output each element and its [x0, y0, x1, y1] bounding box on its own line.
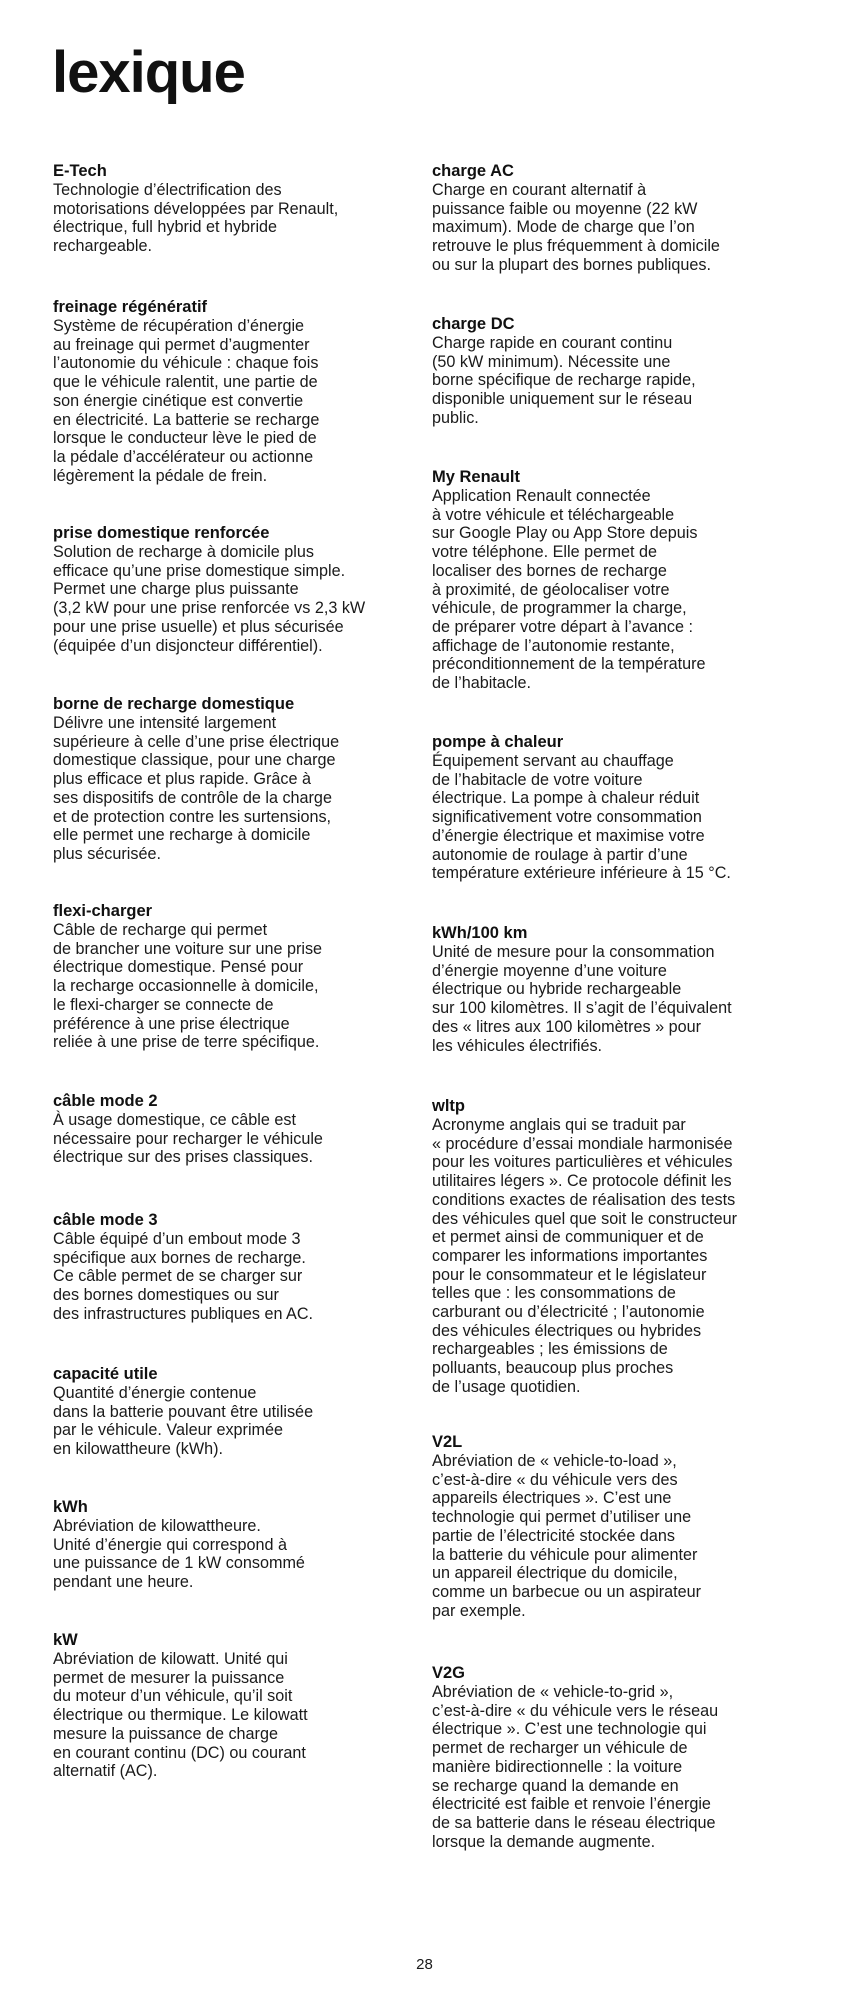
glossary-term: wltp [432, 1097, 465, 1115]
glossary-definition: Abréviation de « vehicle-to-grid », c’est-à-dire « du véhicule vers le réseau électrique ». C’est une technologie qui permet de recharger un véhicule de manière bidirectionnelle : la voiture se recharge quand la demande en électricité est faible et renvoie l’énergie de sa batterie dans le réseau électrique lorsque la demande augmente. [432, 1683, 719, 1851]
glossary-term: borne de recharge domestique [53, 695, 295, 713]
glossary-definition: Équipement servant au chauffage de l’habitacle de votre voiture électrique. La pompe à chaleur réduit significativement votre consommation d’énergie électrique et maximise votre autonomie de roulage à partir d’une température extérieure inférieure à 15 °C. [432, 752, 731, 883]
glossary-definition: Charge rapide en courant continu (50 kW minimum). Nécessite une borne spécifique de recharge rapide, disponible uniquement sur le réseau public. [432, 334, 696, 427]
glossary-term: freinage régénératif [53, 298, 208, 316]
glossary-definition: Abréviation de kilowattheure. Unité d’énergie qui correspond à une puissance de 1 kW consommé pendant une heure. [53, 1517, 305, 1592]
glossary-term: charge DC [432, 315, 515, 333]
glossary-entry-e-tech [53, 162, 423, 256]
glossary-definition: Abréviation de kilowatt. Unité qui permet de mesurer la puissance du moteur d’un véhicule, qu’il soit électrique ou thermique. Le kilowatt mesure la puissance de charge en courant continu (DC) ou courant alternatif (AC). [53, 1650, 308, 1781]
glossary-entry-cable-mode-3 [53, 1211, 423, 1324]
glossary-entry-freinage-regeneratif [53, 298, 423, 485]
glossary-entry-charge-ac [432, 162, 804, 275]
glossary-term: pompe à chaleur [432, 733, 564, 751]
glossary-term: E-Tech [53, 162, 107, 180]
page-number: 28 [416, 1956, 433, 1973]
glossary-definition: À usage domestique, ce câble est nécessaire pour recharger le véhicule électrique sur des prises classiques. [53, 1111, 323, 1167]
glossary-entry-borne-de-recharge-domestique [53, 695, 423, 864]
glossary-definition: Unité de mesure pour la consommation d’énergie moyenne d’une voiture électrique ou hybride rechargeable sur 100 kilomètres. Il s’agit de l’équivalent des « litres aux 100 kilomètres » pour les véhicules électrifiés. [432, 943, 732, 1055]
glossary-term: V2L [432, 1433, 463, 1451]
glossary-term: V2G [432, 1664, 466, 1682]
glossary-definition: Câble de recharge qui permet de brancher une voiture sur une prise électrique domestique. Pensé pour la recharge occasionnelle à domicile, le flexi-charger se connecte de préférence à une prise électrique reliée à une prise de terre spécifique. [53, 921, 323, 1052]
glossary-definition: Câble équipé d’un embout mode 3 spécifique aux bornes de recharge. Ce câble permet de se charger sur des bornes domestiques ou sur des infrastructures publiques en AC. [53, 1230, 314, 1323]
glossary-term: My Renault [432, 468, 521, 486]
glossary-entry-v2l [432, 1433, 804, 1620]
glossary-term: kWh/100 km [432, 924, 528, 942]
glossary-term: kW [53, 1631, 78, 1649]
glossary-term: câble mode 3 [53, 1211, 158, 1229]
glossary-definition: Technologie d’électrification des motorisations développées par Renault, électrique, full hybrid et hybride rechargeable. [53, 181, 339, 256]
glossary-entry-cable-mode-2 [53, 1092, 423, 1167]
glossary-term: prise domestique renforcée [53, 524, 270, 542]
glossary-entry-my-renault [432, 468, 804, 693]
glossary-entry-pompe-a-chaleur [432, 733, 804, 883]
glossary-entry-flexi-charger [53, 902, 423, 1052]
glossary-term: capacité utile [53, 1365, 158, 1383]
glossary-term: kWh [53, 1498, 88, 1516]
glossary-definition: Acronyme anglais qui se traduit par « procédure d’essai mondiale harmonisée pour les voitures particulières et véhicules utilitaires légers ». Ce protocole définit les conditions exactes de réalisation des tests des véhicules quel que soit le constructeur et permet ainsi de communiquer et de comparer les informations importantes pour le consommateur et le législateur telles que : les consommations de carburant ou d’électricité ; l’autonomie des véhicules électriques ou hybrides rechargeables ; les émissions de polluants, beaucoup plus proches de l’usage quotidien. [432, 1116, 738, 1396]
glossary-definition: Quantité d’énergie contenue dans la batterie pouvant être utilisée par le véhicule. Valeur exprimée en kilowattheure (kWh). [53, 1384, 314, 1459]
glossary-definition: Abréviation de « vehicle-to-load », c’est-à-dire « du véhicule vers des appareils électriques ». C’est une technologie qui permet d’utiliser une partie de l’électricité stockée dans la batterie du véhicule pour alimenter un appareil électrique du domicile, comme un barbecue ou un aspirateur par exemple. [432, 1452, 702, 1620]
glossary-entry-kwh-100-km [432, 924, 804, 1055]
page-title: lexique [52, 40, 245, 105]
glossary-entry-kwh [53, 1498, 423, 1592]
glossary-definition: Application Renault connectée à votre véhicule et téléchargeable sur Google Play ou App Store depuis votre téléphone. Elle permet de localiser des bornes de recharge à proximité, de géolocaliser votre véhicule, de programmer la charge, de préparer votre départ à l’avance : affichage de l’autonomie restante, préconditionnement de la température de l’habitacle. [432, 487, 706, 693]
glossary-entry-capacite-utile [53, 1365, 423, 1459]
glossary-definition: Système de récupération d’énergie au freinage qui permet d’augmenter l’autonomie du véhicule : chaque fois que le véhicule ralentit, une partie de son énergie cinétique est convertie en électricité. La batterie se recharge lorsque le conducteur lève le pied de la pédale d’accélérateur ou actionne légèrement la pédale de frein. [53, 317, 320, 485]
glossary-entry-charge-dc [432, 315, 804, 428]
glossary-entry-wltp [432, 1097, 804, 1397]
glossary-entry-prise-domestique-renforcee [53, 524, 423, 655]
glossary-definition: Solution de recharge à domicile plus efficace qu’une prise domestique simple. Permet une charge plus puissante (3,2 kW pour une prise renforcée vs 2,3 kW pour une prise usuelle) et plus sécurisée (équipée d’un disjoncteur différentiel). [53, 543, 366, 655]
glossary-entry-v2g [432, 1664, 804, 1851]
glossary-term: charge AC [432, 162, 514, 180]
glossary-entry-kw [53, 1631, 423, 1781]
glossary-definition: Charge en courant alternatif à puissance faible ou moyenne (22 kW maximum). Mode de charge que l’on retrouve le plus fréquemment à domicile ou sur la plupart des bornes publiques. [432, 181, 720, 274]
glossary-definition: Délivre une intensité largement supérieure à celle d’une prise électrique domestique classique, pour une charge plus efficace et plus rapide. Grâce à ses dispositifs de contrôle de la charge et de protection contre les surtensions, elle permet une recharge à domicile plus sécurisée. [53, 714, 340, 863]
glossary-term: câble mode 2 [53, 1092, 158, 1110]
glossary-term: flexi-charger [53, 902, 153, 920]
